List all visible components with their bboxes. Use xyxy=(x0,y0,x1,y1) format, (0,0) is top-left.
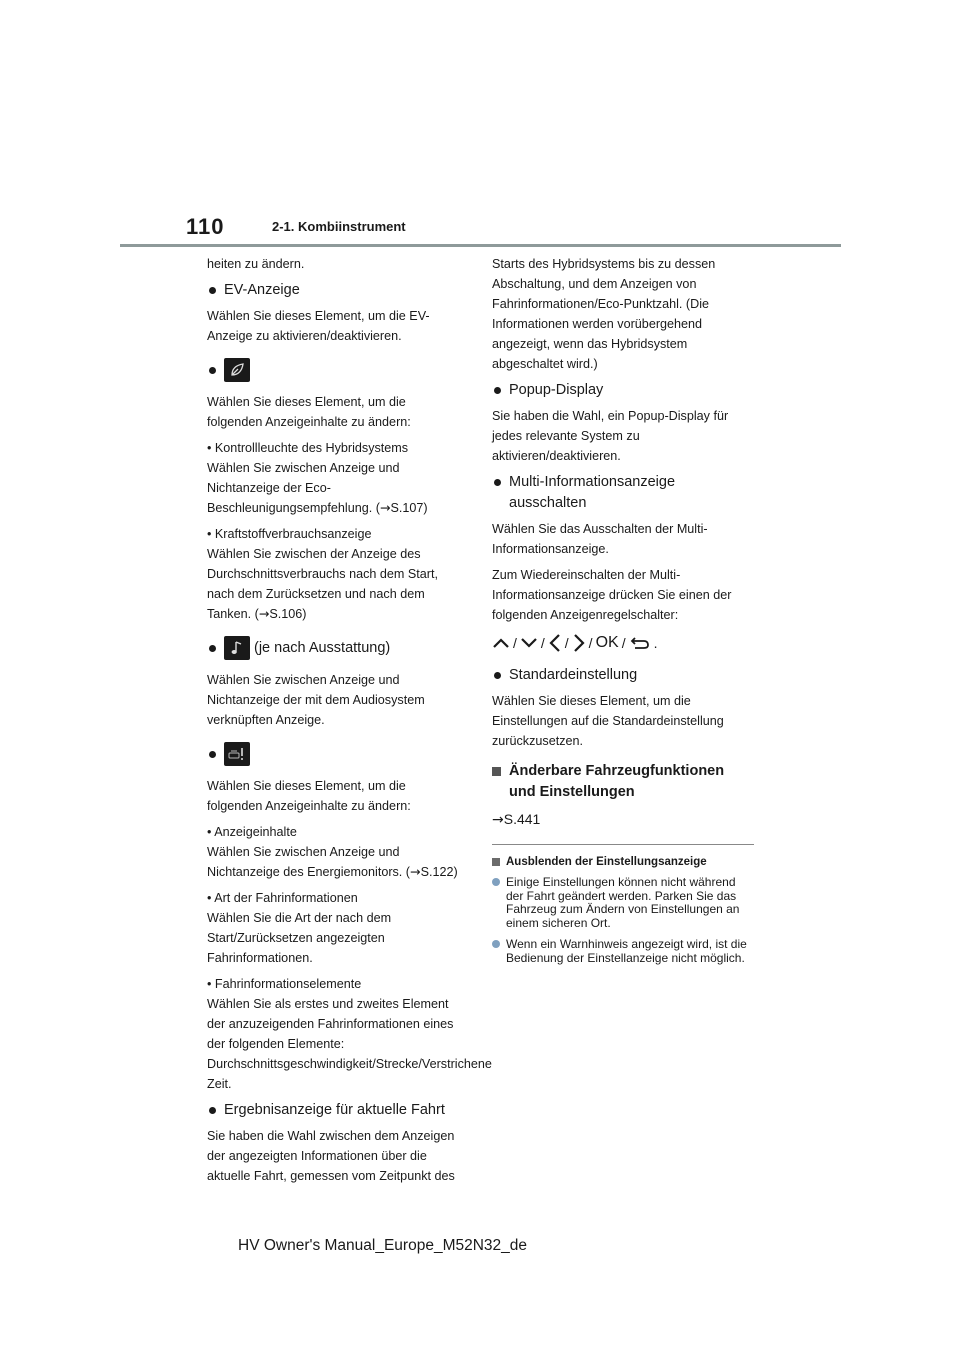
audio-description: Wählen Sie zwischen Anzeige und Nichtanzeige der mit dem Audiosystem verknüpften Anzeige. xyxy=(207,673,425,727)
mid-description: Wählen Sie das Ausschalten der Multi-Informationsanzeige. xyxy=(492,522,708,556)
item-mid-off xyxy=(492,472,754,514)
item-eco-icon xyxy=(207,358,463,382)
ref-arrow-icon: → xyxy=(410,864,421,879)
eco-leaf-icon xyxy=(224,358,250,382)
default-description: Wählen Sie dieses Element, um die Einstellungen auf die Standardeinstellung zurückzusetzen. xyxy=(492,694,724,748)
item-default xyxy=(492,665,754,686)
info-sub-elements xyxy=(207,974,492,1094)
bullet-icon xyxy=(209,751,216,758)
bullet-icon xyxy=(494,387,501,394)
item-title: Multi-Informationsanzeige ausschalten xyxy=(509,474,676,511)
circle-bullet-icon xyxy=(492,878,500,886)
chevron-down-icon xyxy=(520,636,538,650)
item-title: EV-Anzeige xyxy=(224,282,300,298)
vehicle-info-icon xyxy=(224,742,250,766)
ref-arrow-icon: → xyxy=(379,500,391,515)
back-arrow-icon xyxy=(629,635,651,651)
chevron-left-icon xyxy=(548,633,562,653)
chevron-up-icon xyxy=(492,636,510,650)
terminator: . xyxy=(653,635,658,651)
sub-title: • Kraftstoffverbrauchsanzeige xyxy=(207,527,372,541)
page-ref[interactable]: S.122) xyxy=(420,865,458,879)
item-title: (je nach Ausstattung) xyxy=(254,639,391,656)
page-ref[interactable]: S.107) xyxy=(390,501,428,515)
intro-text: heiten zu ändern. xyxy=(207,257,305,271)
note-text: Einige Einstellungen können nicht während der Fahrt geändert werden. Parken Sie das Fahrzeug zum Ändern von Einstellungen an einem sicheren Ort. xyxy=(506,875,740,930)
page-number: 110 xyxy=(186,214,225,239)
info-sub-content xyxy=(207,822,463,882)
item-title: Ergebnisanzeige für aktuelle Fahrt xyxy=(224,1102,445,1118)
section-heading xyxy=(492,761,754,803)
popup-description: Sie haben die Wahl, ein Popup-Display für jedes relevante System zu aktivieren/deaktivieren. xyxy=(492,409,729,463)
section-reference xyxy=(492,809,754,830)
bullet-icon xyxy=(209,367,216,374)
sub-title: • Art der Fahrinformationen xyxy=(207,891,358,905)
header-rule xyxy=(120,244,841,247)
separator: / xyxy=(621,635,626,651)
sub-text: Wählen Sie als erstes und zweites Element der anzuzeigenden Fahrinformationen eines der folgenden Elemente: Durchschnittsgeschwindigkeit/Strecke/Verstrichene Zeit. xyxy=(207,997,492,1091)
info-description: Wählen Sie dieses Element, um die folgenden Anzeigeinhalte zu ändern: xyxy=(207,779,411,813)
separator: / xyxy=(540,635,545,651)
sub-text: Wählen Sie die Art der nach dem Start/Zurücksetzen angezeigten Fahrinformationen. xyxy=(207,911,392,965)
music-note-icon xyxy=(224,636,250,660)
item-popup xyxy=(492,380,754,401)
sub-text: Wählen Sie zwischen Anzeige und Nichtanzeige der Eco-Beschleunigungsempfehlung. (→S.107) xyxy=(207,461,428,515)
bullet-icon xyxy=(494,672,501,679)
ev-description: Wählen Sie dieses Element, um die EV-Anzeige zu aktivieren/deaktivieren. xyxy=(207,309,430,343)
item-info xyxy=(207,742,463,766)
sub-title: • Kontrollleuchte des Hybridsystems xyxy=(207,441,409,455)
section-title: 2-1. Kombiinstrument xyxy=(272,219,406,234)
sub-title: • Fahrinformationselemente xyxy=(207,977,362,991)
footer-manual-id: HV Owner's Manual_Europe_M52N32_de xyxy=(238,1237,528,1254)
bullet-icon xyxy=(209,645,216,652)
ok-label: OK xyxy=(595,634,619,651)
page-ref[interactable]: S.106) xyxy=(269,607,307,621)
separator: / xyxy=(588,635,593,651)
item-result-display xyxy=(207,1100,463,1121)
eco-description: Wählen Sie dieses Element, um die folgenden Anzeigeinhalte zu ändern: xyxy=(207,395,411,429)
eco-sub-hybrid xyxy=(207,438,463,518)
mid-description-2: Zum Wiedereinschalten der Multi-Informationsanzeige drücken Sie einen der folgenden Anzeigenregelschalter: xyxy=(492,568,732,622)
sub-text: Wählen Sie zwischen Anzeige und Nichtanzeige des Energiemonitors. (→S.122) xyxy=(207,845,458,879)
bullet-icon xyxy=(209,1107,216,1114)
item-title: Popup-Display xyxy=(509,382,604,398)
square-bullet-icon xyxy=(492,767,501,776)
note-title: Ausblenden der Einstellungsanzeige xyxy=(506,856,707,868)
square-bullet-icon xyxy=(492,858,500,866)
heading-text: Änderbare Fahrzeugfunktionen und Einstellungen xyxy=(509,763,725,800)
item-ev-display xyxy=(207,280,463,301)
result-description: Sie haben die Wahl zwischen dem Anzeigen der angezeigten Informationen über die aktuelle Fahrt, gemessen vom Zeitpunkt des xyxy=(207,1129,455,1183)
item-audio xyxy=(207,636,463,660)
separator: / xyxy=(513,635,517,651)
circle-bullet-icon xyxy=(492,940,500,948)
note-item xyxy=(492,876,754,930)
bullet-icon xyxy=(209,287,216,294)
note-heading xyxy=(492,855,754,870)
control-switches xyxy=(492,633,754,653)
separator: / xyxy=(564,635,569,651)
note-item xyxy=(492,938,754,965)
continued-text: Starts des Hybridsystems bis zu dessen Abschaltung, und dem Anzeigen von Fahrinformationen/Eco-Punktzahl. (Die Informationen werden vorübergehend angezeigt, wenn das Hybridsystem abgeschaltet wird.) xyxy=(492,257,716,371)
left-column xyxy=(207,254,492,1192)
ref-arrow-icon: → xyxy=(258,606,270,621)
item-title: Standardeinstellung xyxy=(509,667,638,683)
right-column xyxy=(492,254,754,973)
bullet-icon xyxy=(494,479,501,486)
eco-sub-fuel xyxy=(207,524,463,624)
page-ref[interactable]: S.441 xyxy=(503,811,541,827)
sub-title: • Anzeigeinhalte xyxy=(207,825,297,839)
info-sub-type xyxy=(207,888,463,968)
sub-text: Wählen Sie zwischen der Anzeige des Durchschnittsverbrauchs nach dem Start, nach dem Zurücksetzen und nach dem Tanken. (→S.106) xyxy=(207,547,438,621)
ref-arrow-icon: → xyxy=(492,812,504,828)
chevron-right-icon xyxy=(572,633,586,653)
note-text: Wenn ein Warnhinweis angezeigt wird, ist die Bedienung der Einstellanzeige nicht möglich. xyxy=(506,937,747,965)
note-divider xyxy=(492,844,754,845)
